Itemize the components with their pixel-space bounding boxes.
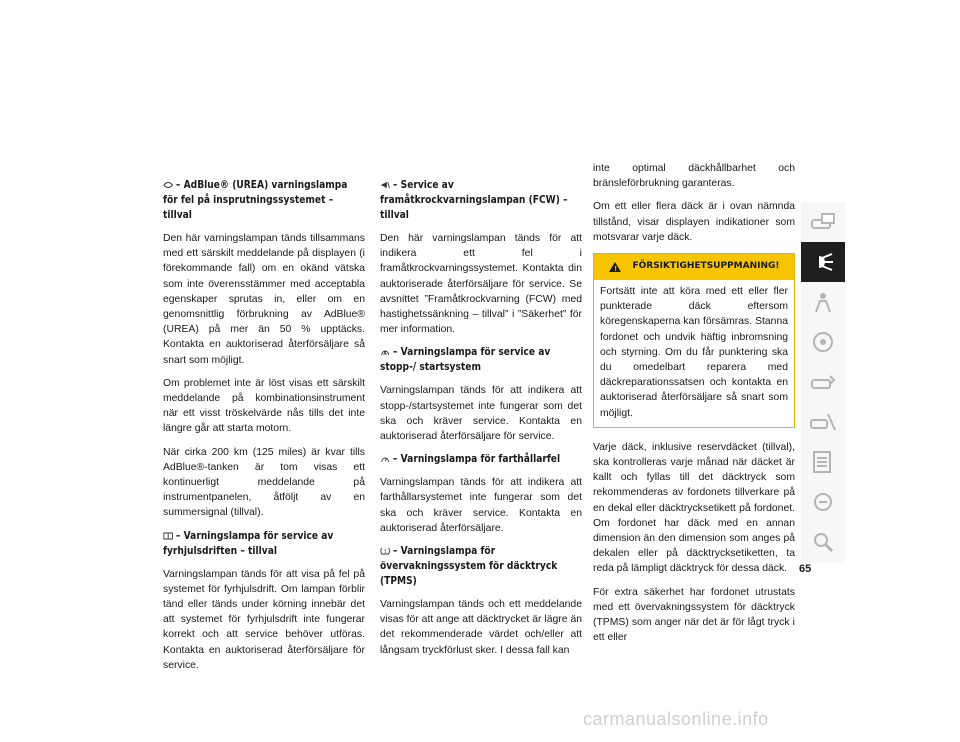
list-icon[interactable] <box>801 442 845 482</box>
paragraph: Om ett eller flera däck är i ovan nämnda tillstånd, visar displayen indikationer som motsvarar varje däck. <box>593 201 795 243</box>
page-number: 65 <box>799 563 812 575</box>
svg-text:!: ! <box>384 549 387 556</box>
stop-start-icon <box>380 348 390 356</box>
heading-text: – Varningslampa för övervakningssystem för däcktryck (TPMS) <box>380 545 558 588</box>
heading-adblue-fault <box>163 178 365 223</box>
paragraph: Om problemet inte är löst visas ett särskilt meddelande på kombinationsinstrument när ett visst tröskelvärde nås tills det inte längre går att starta motorn. <box>163 377 365 435</box>
caution-title: FÖRSIKTIGHETSUPPMANING! <box>632 261 780 272</box>
dashboard-light-icon[interactable] <box>801 242 845 282</box>
caution-box <box>593 253 795 428</box>
column-2 <box>380 172 582 666</box>
heading-text: – AdBlue® (UREA) varningslampa för fel på insprutningssystemet – tillval <box>163 179 348 221</box>
car-envelope-icon[interactable] <box>801 202 845 242</box>
heading-text: – Varningslampa för service av stopp-/ startsystem <box>380 346 551 374</box>
heading-stop-start <box>380 345 582 375</box>
paragraph: Varningslampan tänds och ett meddelande visas för att ange att däcktrycket är lägre än det rekommenderade värdet och/eller att långsam tryckförlust sker. I dessa fall kan <box>380 599 582 656</box>
heading-4wd-service <box>163 529 365 559</box>
caution-text: Fortsätt inte att köra med ett eller fler punkterade däck eftersom köregenskaperna kan försämras. Stanna fordonet och undvik häftig inbromsning och styrning. Om du får punktering ska du omedelbart reparera med däckreparationssatsen och kontakta en auktoriserad återförsäljare så snart som möjligt. <box>600 286 788 419</box>
tpms-icon <box>380 547 390 555</box>
car-wrench-icon[interactable] <box>801 402 845 442</box>
chapter-sidebar <box>801 202 845 563</box>
heading-tpms <box>380 544 582 589</box>
paragraph: Varningslampan tänds för att indikera att farthållarsystemet inte fungerar som det ska och kräver service. Kontakta en auktoriserad återförsäljare. <box>380 477 582 534</box>
steering-wheel-icon[interactable] <box>801 322 845 362</box>
caution-header <box>594 254 794 280</box>
adblue-warning-icon <box>163 181 173 189</box>
paragraph: inte optimal däckhållbarhet och bränsleförbrukning garanteras. <box>593 163 795 190</box>
column-3 <box>593 163 795 653</box>
paragraph: Den här varningslampan tänds tillsammans med ett särskilt meddelande på displayen (i förekommande fall) om en okänd vätska som inte överensstämmer med acceptabla egenskaper sprutas in, eller om en genomsnittlig förbrukning av AdBlue® (UREA) på mer än 50 % upptäcks. Kontakta en auktoriserad återförsäljare så snart som möjligt. <box>163 233 365 366</box>
heading-text: – Varningslampa för farthållarfel <box>392 453 561 466</box>
heading-fcw-service <box>380 178 582 223</box>
seatbelt-icon[interactable] <box>801 282 845 322</box>
paragraph: Varningslampan tänds för att visa på fel på systemet för fyrhjulsdrift. Om lampan förblir tänd eller tänds under körning innebär det att systemet för fyrhjulsdrift inte fungerar korrekt och att service behöver utföras. Kontakta en auktoriserad återförsäljare för service. <box>163 568 365 671</box>
paragraph: Varningslampan tänds för att indikera att stopp-/startsystemet inte fungerar som det ska och kräver service. Kontakta en auktoriserad återförsäljare för service. <box>380 385 582 443</box>
car-crash-icon[interactable] <box>801 362 845 402</box>
paragraph: För extra säkerhet har fordonet utrustats med ett övervakningssystem för däcktryck (TPMS) som anger när det är för lågt tryck i ett eller <box>593 586 795 644</box>
heading-text: – Varningslampa för service av fyrhjulsdriften – tillval <box>163 529 334 557</box>
watermark: carmanualsonline.info <box>583 709 769 729</box>
svg-text:!: ! <box>614 265 618 274</box>
svg-text:A: A <box>383 352 387 357</box>
warning-triangle-icon <box>608 261 622 273</box>
paragraph: Den här varningslampan tänds för att indikera ett fel i framåtkrockvarningssystemet. Kontakta din auktoriserade återförsäljare för service. Se avsnittet ”Framåtkrockvarning (FCW) med hastighetssänkning – tillval” i ”Säkerhet” för mer information. <box>380 233 582 336</box>
heading-text: – Service av framåtkrockvarningslampan (FCW) – tillval <box>380 179 568 221</box>
paragraph: Varje däck, inklusive reservdäcket (tillval), ska kontrolleras varje månad när däcket är kallt och fyllas till det däcktryck som rekommenderas av fordonets tillverkare på en dekal eller däcktrycksetikett på fordonet. Om fordonet har däck med en annan dimension än den dimension som anges på dekalen eller på däcktrycksetiketten, ta reda på lämpligt däcktryck för dessa däck. <box>593 441 795 575</box>
four-wheel-drive-icon <box>163 532 173 540</box>
fcw-icon <box>380 181 390 189</box>
magnifier-icon[interactable] <box>801 522 845 562</box>
paragraph: När cirka 200 km (125 miles) är kvar tills AdBlue®-tanken är tom visas ett kontinuerligt meddelande på instrumentpanelen, åtföljt av en summersignal (tillval). <box>163 446 365 519</box>
column-1 <box>163 172 365 681</box>
car-route-icon[interactable] <box>801 482 845 522</box>
cruise-control-icon <box>380 455 390 463</box>
heading-cruise-fault <box>380 452 582 467</box>
